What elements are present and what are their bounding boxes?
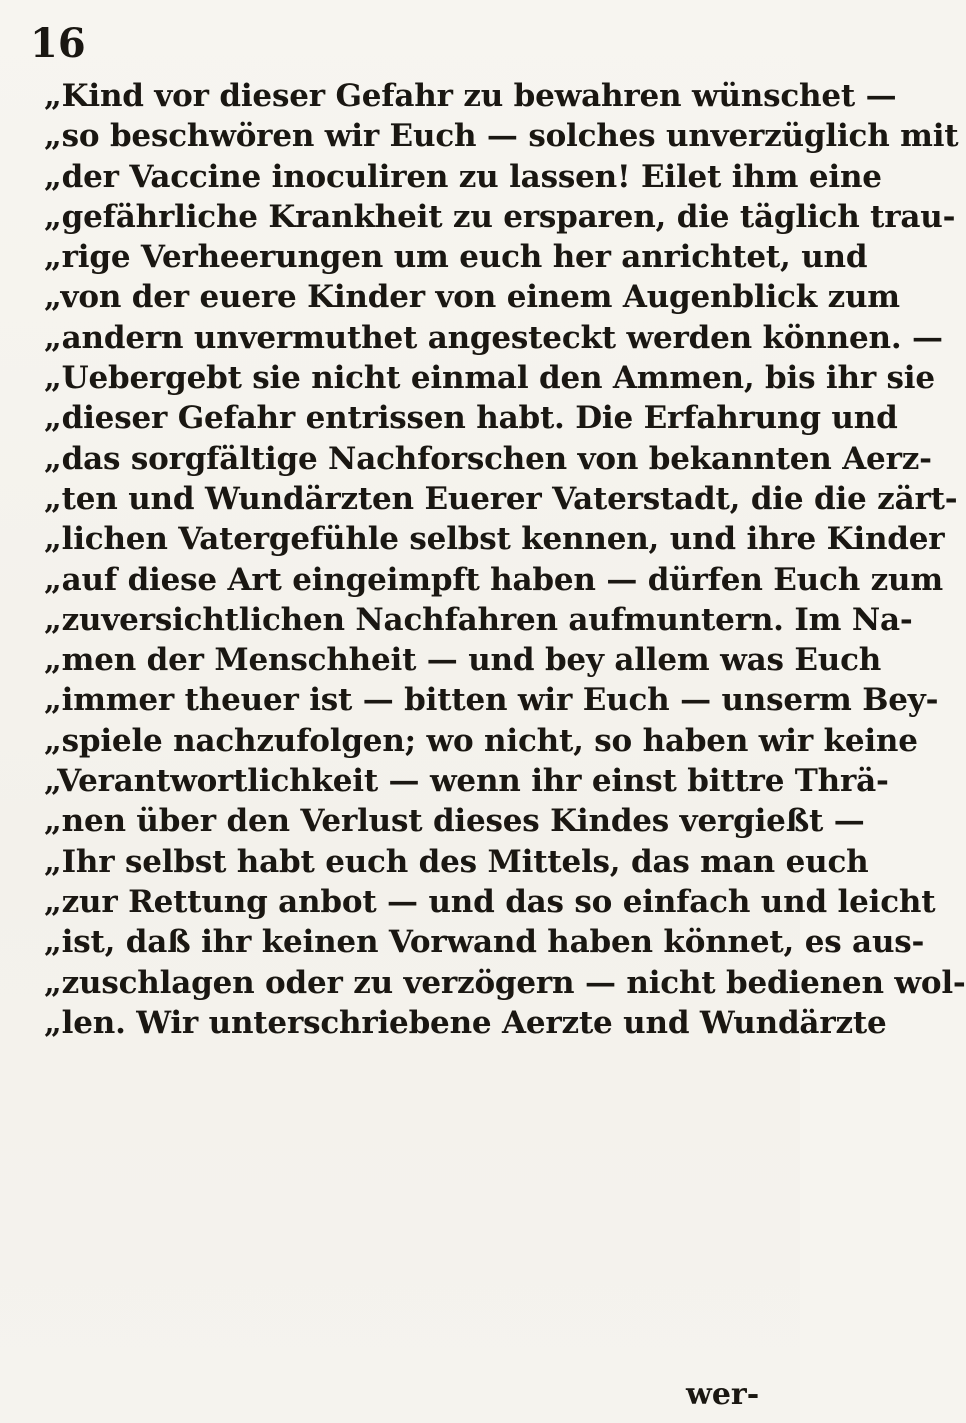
page-number: 16 [30,20,86,67]
text-line: „auf diese Art eingeimpft haben — dürfen Euch zum [44,561,943,598]
text-line: „von der euere Kinder von einem Augenblick zum [44,279,900,316]
text-line: „men der Menschheit — und bey allem was Euch [44,642,882,679]
text-line: „Ihr selbst habt euch des Mittels, das man euch [44,843,869,880]
body-text [44,76,966,1043]
text-line: „dieser Gefahr entrissen habt. Die Erfahrung und [44,400,898,437]
text-line: „andern unvermuthet angesteckt werden können. — [44,319,943,356]
text-line: „Verantwortlichkeit — wenn ihr einst bittre Thrä- [44,763,889,800]
text-line: „zuversichtlichen Nachfahren aufmuntern. Im Na- [44,601,913,638]
text-line: „der Vaccine inoculiren zu lassen! Eilet ihm eine [44,158,882,195]
text-line: „len. Wir unterschriebene Aerzte und Wundärzte [44,1004,887,1041]
text-line: „spiele nachzufolgen; wo nicht, so haben wir keine [44,722,918,759]
catchword: wer- [686,1377,760,1412]
text-line: „gefährliche Krankheit zu ersparen, die täglich trau- [44,198,956,235]
text-line: „rige Verheerungen um euch her anrichtet, und [44,239,868,276]
text-line: „so beschwören wir Euch — solches unverzüglich mit [44,118,959,155]
text-line: „Kind vor dieser Gefahr zu bewahren wünschet — [44,78,897,114]
text-line: „ist, daß ihr keinen Vorwand haben könnet, es aus- [44,924,925,961]
text-line: „ten und Wundärzten Euerer Vaterstadt, die die zärt- [44,480,958,517]
text-line: „das sorgfältige Nachforschen von bekannten Aerz- [44,440,932,477]
text-line: „Uebergebt sie nicht einmal den Ammen, bis ihr sie [44,360,935,397]
text-line: „zur Rettung anbot — und das so einfach und leicht [44,883,936,920]
text-line: „nen über den Verlust dieses Kindes vergießt — [44,803,865,840]
text-line: „immer theuer ist — bitten wir Euch — unserm Bey- [44,682,939,719]
text-line: „lichen Vatergefühle selbst kennen, und ihre Kinder [44,521,945,558]
text-line: „zuschlagen oder zu verzögern — nicht bedienen wol- [44,964,966,1001]
